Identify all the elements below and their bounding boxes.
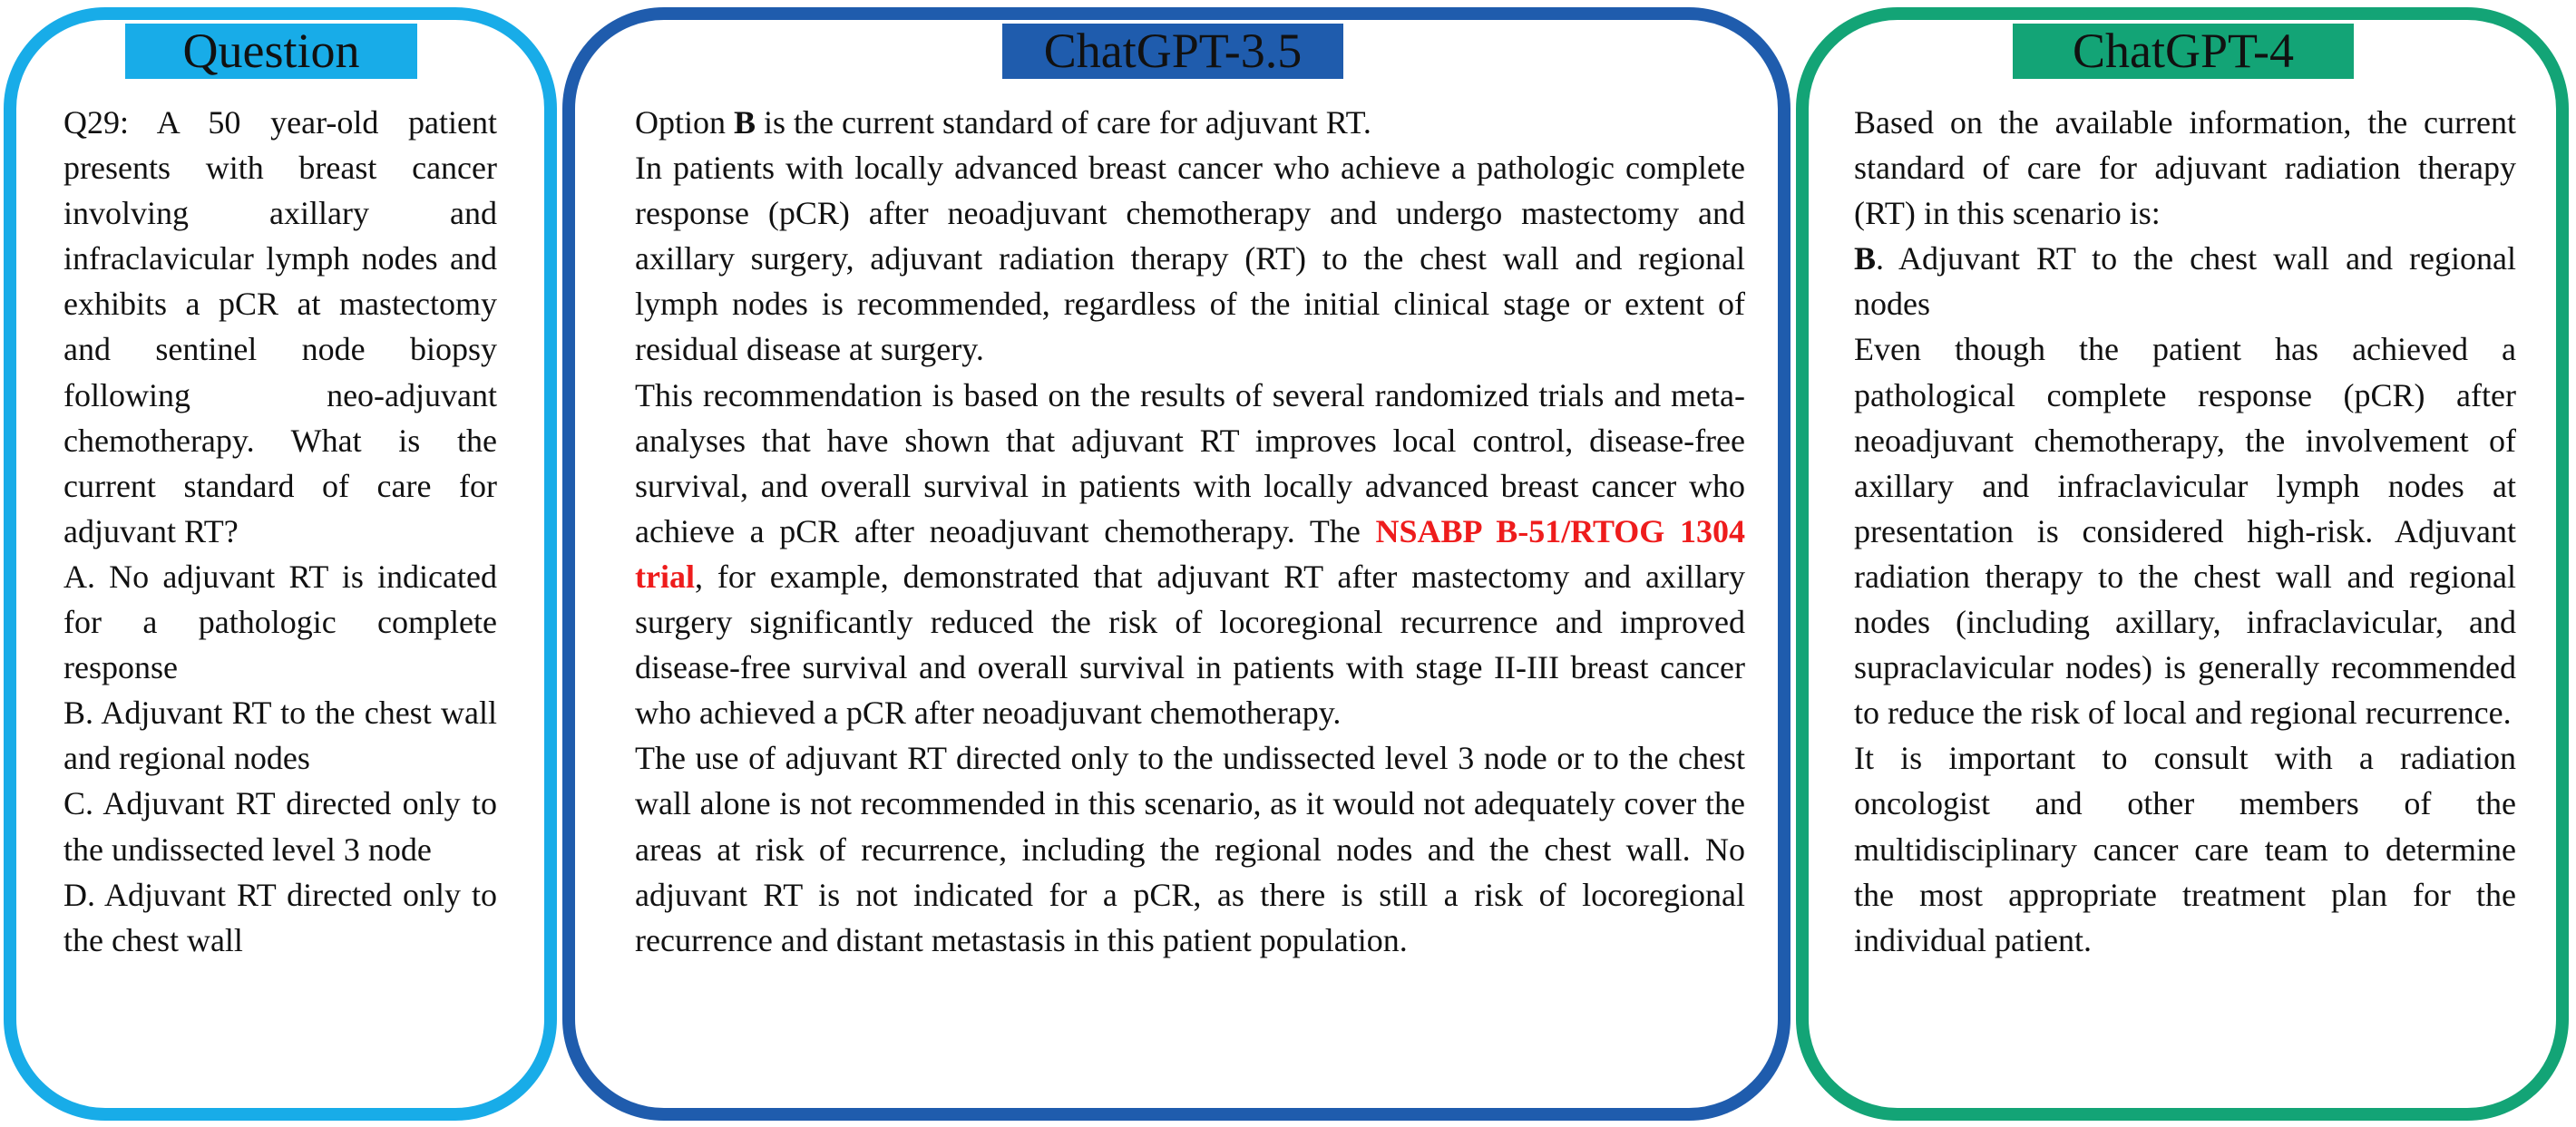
gpt35-paragraph-4: The use of adjuvant RT directed only to the undissected level 3 node or to the chest wall alone is not recommended in this scenario, as it would not adequately cover the areas at risk of recurrence, including the regional nodes and the chest wall. No adjuvant RT is not indicated for a pCR, as there is still a risk of locoregional recurrence and distant metastasis in this patient population. [635,740,1745,958]
trial-name-highlight: NSABP B-51/RTOG 1304 trial [635,512,1745,595]
option-a: A. No adjuvant RT is indicated for a pathologic complete response [63,558,497,686]
gpt4-answer-letter: B [1854,240,1877,277]
option-b: B. Adjuvant RT to the chest wall and regional nodes [63,695,497,777]
question-header: Question [125,24,417,79]
gpt4-paragraph-3: Even though the patient has achieved a pathological complete response (pCR) after neoadjuvant chemotherapy, the involvement of axillary and infraclavicular lymph nodes at presentation is considered high-risk. Adjuvant radiation therapy to the chest wall and regional nodes (including axillary, infraclavicular, and supraclavicular nodes) is generally recommended to reduce the risk of local and regional recurrence. [1854,331,2516,732]
gpt35-answer-suffix: is the current standard of care for adjuvant RT. [756,104,1371,141]
gpt35-answer-line [635,100,1745,145]
option-d: D. Adjuvant RT directed only to the chest wall [63,876,497,958]
chatgpt-35-header: ChatGPT-3.5 [1002,24,1343,79]
gpt35-paragraph-3 [635,373,1745,736]
gpt4-answer-line [1854,236,2516,326]
chatgpt-35-body [635,100,1745,963]
gpt35-answer-prefix: Option [635,104,735,141]
option-c: C. Adjuvant RT directed only to the undissected level 3 node [63,785,497,868]
gpt35-p3-end: , for example, demonstrated that adjuvant RT after mastectomy and axillary surgery significantly reduced the risk of locoregional recurrence and improved disease-free survival and overall survival in patients with stage II-III breast cancer who achieved a pCR after neoadjuvant chemotherapy. [635,558,1745,732]
question-panel [4,7,557,1121]
question-prompt: Q29: A 50 year-old patient presents with breast cancer involving axillary and infraclavicular lymph nodes and exhibits a pCR at mastectomy and sentinel node biopsy following neo-adjuvant chemotherapy. What is the current standard of care for adjuvant RT? [63,104,497,549]
chatgpt-4-body [1854,100,2516,963]
gpt4-paragraph-1: Based on the available information, the current standard of care for adjuvant radiation therapy (RT) in this scenario is: [1854,104,2516,232]
gpt35-p3-start: This recommendation is based on the results of several randomized trials and meta-analyses that have shown that adjuvant RT improves local control, disease-free survival, and overall survival in patients with locally advanced breast cancer who achieve a pCR after neoadjuvant chemotherapy. The [635,376,1745,549]
gpt35-answer-letter: B [734,104,756,141]
gpt4-paragraph-4: It is important to consult with a radiation oncologist and other members of the multidisciplinary cancer care team to determine the most appropriate treatment plan for the individual patient. [1854,740,2516,958]
gpt35-paragraph-2: In patients with locally advanced breast cancer who achieve a pathologic complete response (pCR) after neoadjuvant chemotherapy and undergo mastectomy and axillary surgery, adjuvant radiation therapy (RT) to the chest wall and regional lymph nodes is recommended, regardless of the initial clinical stage or extent of residual disease at surgery. [635,150,1745,368]
chatgpt-4-panel [1796,7,2569,1121]
chatgpt-4-header: ChatGPT-4 [2013,24,2354,79]
question-body [63,100,497,963]
chatgpt-35-panel [562,7,1791,1121]
gpt4-answer-text: . Adjuvant RT to the chest wall and regional nodes [1854,240,2516,323]
